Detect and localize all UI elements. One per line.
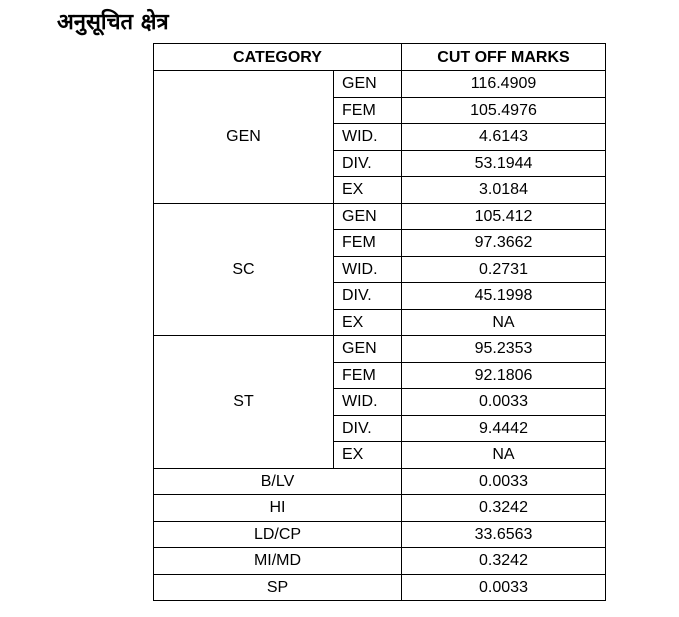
subcategory-cell: WID. xyxy=(334,256,402,283)
table-row xyxy=(154,495,606,522)
category-cell: HI xyxy=(154,495,402,522)
category-cell-sc: SC xyxy=(154,203,334,336)
table-row xyxy=(154,574,606,601)
subcategory-cell: DIV. xyxy=(334,415,402,442)
marks-cell: 53.1944 xyxy=(402,150,606,177)
marks-cell: 105.4976 xyxy=(402,97,606,124)
table-row xyxy=(154,203,606,230)
marks-cell: 0.3242 xyxy=(402,495,606,522)
marks-cell: 9.4442 xyxy=(402,415,606,442)
marks-cell: 0.3242 xyxy=(402,548,606,575)
marks-cell: 45.1998 xyxy=(402,283,606,310)
marks-cell: 92.1806 xyxy=(402,362,606,389)
table-row xyxy=(154,71,606,98)
marks-cell: 0.0033 xyxy=(402,468,606,495)
marks-cell: NA xyxy=(402,309,606,336)
subcategory-cell: EX xyxy=(334,177,402,204)
subcategory-cell: WID. xyxy=(334,389,402,416)
subcategory-cell: GEN xyxy=(334,71,402,98)
subcategory-cell: WID. xyxy=(334,124,402,151)
table-header-row xyxy=(154,44,606,71)
table-row xyxy=(154,468,606,495)
category-cell: MI/MD xyxy=(154,548,402,575)
subcategory-cell: GEN xyxy=(334,203,402,230)
page-title: अनुसूचित क्षेत्र xyxy=(57,10,169,35)
marks-cell: 0.2731 xyxy=(402,256,606,283)
category-cell-gen: GEN xyxy=(154,71,334,204)
marks-cell: 97.3662 xyxy=(402,230,606,257)
subcategory-cell: FEM xyxy=(334,97,402,124)
marks-cell: NA xyxy=(402,442,606,469)
table-row xyxy=(154,521,606,548)
subcategory-cell: EX xyxy=(334,442,402,469)
marks-cell: 0.0033 xyxy=(402,389,606,416)
cutoff-header: CUT OFF MARKS xyxy=(402,44,606,71)
subcategory-cell: GEN xyxy=(334,336,402,363)
marks-cell: 3.0184 xyxy=(402,177,606,204)
marks-cell: 105.412 xyxy=(402,203,606,230)
marks-cell: 33.6563 xyxy=(402,521,606,548)
subcategory-cell: FEM xyxy=(334,230,402,257)
marks-cell: 0.0033 xyxy=(402,574,606,601)
subcategory-cell: EX xyxy=(334,309,402,336)
subcategory-cell: FEM xyxy=(334,362,402,389)
cutoff-table xyxy=(153,43,606,601)
marks-cell: 95.2353 xyxy=(402,336,606,363)
category-cell: B/LV xyxy=(154,468,402,495)
category-header: CATEGORY xyxy=(154,44,402,71)
table-row xyxy=(154,548,606,575)
table-row xyxy=(154,336,606,363)
marks-cell: 4.6143 xyxy=(402,124,606,151)
marks-cell: 116.4909 xyxy=(402,71,606,98)
category-cell: LD/CP xyxy=(154,521,402,548)
subcategory-cell: DIV. xyxy=(334,283,402,310)
category-cell-st: ST xyxy=(154,336,334,469)
subcategory-cell: DIV. xyxy=(334,150,402,177)
category-cell: SP xyxy=(154,574,402,601)
